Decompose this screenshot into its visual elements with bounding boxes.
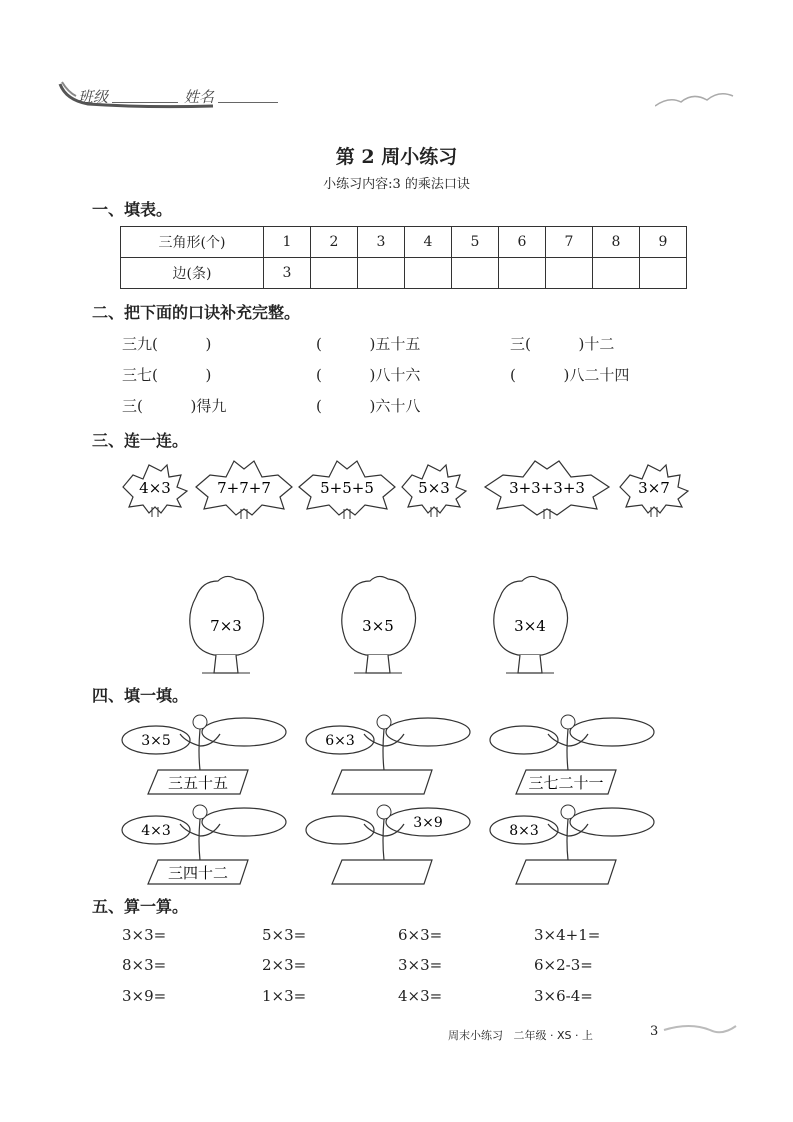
calc-problem[interactable]: 2×3= bbox=[262, 956, 307, 974]
leaf-card[interactable] bbox=[123, 465, 187, 517]
table-cell: 9 bbox=[640, 227, 687, 258]
tree-card[interactable] bbox=[494, 576, 568, 673]
rhyme-blank[interactable]: 三( )得九 bbox=[122, 397, 227, 415]
footer-text: 周末小练习 二年级 · XS · 上 bbox=[448, 1029, 593, 1042]
leaf-label: 7+7+7 bbox=[217, 479, 271, 497]
tree-label: 3×4 bbox=[514, 617, 546, 635]
table-cell: 2 bbox=[311, 227, 358, 258]
rhyme-text: 三四十二 bbox=[167, 864, 229, 882]
rhyme-blank[interactable]: ( )六十八 bbox=[316, 397, 421, 415]
calc-problem[interactable]: 4×3= bbox=[398, 987, 443, 1005]
leaf-card[interactable] bbox=[620, 465, 688, 517]
table-cell: 3 bbox=[264, 258, 311, 289]
left-oval-text: 4×3 bbox=[141, 823, 171, 839]
leaf-label: 3×7 bbox=[638, 479, 670, 497]
page-subtitle: 小练习内容:3 的乘法口诀 bbox=[323, 177, 470, 192]
table-cell: 6 bbox=[499, 227, 546, 258]
rhyme-blank[interactable]: 三九( ) bbox=[122, 335, 212, 353]
row1-label: 三角形(个) bbox=[121, 227, 264, 258]
rhyme-blank[interactable]: ( )五十五 bbox=[316, 335, 421, 353]
left-oval-text: 6×3 bbox=[325, 733, 355, 749]
section5-heading: 五、算一算。 bbox=[92, 897, 189, 916]
rhyme-blank[interactable]: 三( )十二 bbox=[510, 335, 615, 353]
calc-problem[interactable]: 3×6-4= bbox=[534, 987, 593, 1005]
table-cell: 3 bbox=[358, 227, 405, 258]
calc-problem[interactable]: 6×3= bbox=[398, 926, 443, 944]
table-cell: 8 bbox=[593, 227, 640, 258]
rhyme-blank[interactable]: ( )八二十四 bbox=[510, 366, 630, 384]
rhyme-blank[interactable]: 三七( ) bbox=[122, 366, 212, 384]
calc-problem[interactable]: 8×3= bbox=[122, 956, 167, 974]
leaf-label: 3+3+3+3 bbox=[509, 479, 585, 497]
right-oval-text: 3×9 bbox=[413, 815, 443, 831]
calc-problem[interactable]: 1×3= bbox=[262, 987, 307, 1005]
section2-heading: 二、把下面的口诀补充完整。 bbox=[92, 303, 301, 322]
leaf-label: 4×3 bbox=[139, 479, 171, 497]
tree-card[interactable] bbox=[190, 576, 264, 673]
section1-heading: 一、填表。 bbox=[92, 200, 173, 219]
rhyme-blank[interactable]: ( )八十六 bbox=[316, 366, 421, 384]
name-label: 姓名 bbox=[184, 88, 215, 106]
left-oval-text: 8×3 bbox=[509, 823, 539, 839]
leaf-card[interactable] bbox=[299, 461, 395, 519]
calc-problem[interactable]: 3×9= bbox=[122, 987, 167, 1005]
calc-problem[interactable]: 6×2-3= bbox=[534, 956, 593, 974]
page-number: 3 bbox=[650, 1024, 659, 1039]
rhyme-text: 三五十五 bbox=[167, 774, 229, 792]
leaf-label: 5+5+5 bbox=[320, 479, 374, 497]
flower-card[interactable] bbox=[306, 715, 470, 794]
tree-label: 3×5 bbox=[362, 617, 394, 635]
table-cell: 4 bbox=[405, 227, 452, 258]
rhyme-text: 三七二十一 bbox=[528, 774, 604, 792]
row2-label: 边(条) bbox=[121, 258, 264, 289]
flower-card[interactable] bbox=[122, 715, 286, 794]
left-oval-text: 3×5 bbox=[141, 733, 171, 749]
flower-card[interactable] bbox=[490, 805, 654, 884]
swirl-icon bbox=[664, 1026, 736, 1032]
section3-heading: 三、连一连。 bbox=[92, 431, 189, 450]
leaf-card[interactable] bbox=[196, 461, 292, 519]
flower-card[interactable] bbox=[306, 805, 470, 884]
table-cell: 5 bbox=[452, 227, 499, 258]
leaf-label: 5×3 bbox=[418, 479, 450, 497]
table-cell: 1 bbox=[264, 227, 311, 258]
table-cell: 7 bbox=[546, 227, 593, 258]
leaf-card[interactable] bbox=[485, 461, 609, 519]
flower-card[interactable] bbox=[122, 805, 286, 884]
calc-problem[interactable]: 3×3= bbox=[122, 926, 167, 944]
flower-card[interactable] bbox=[490, 715, 654, 794]
leaf-card[interactable] bbox=[402, 465, 466, 517]
calc-problem[interactable]: 3×3= bbox=[398, 956, 443, 974]
tree-card[interactable] bbox=[342, 576, 416, 673]
class-label: 班级 bbox=[78, 88, 109, 106]
calc-problem[interactable]: 5×3= bbox=[262, 926, 307, 944]
tree-label: 7×3 bbox=[210, 617, 242, 635]
calc-problem[interactable]: 3×4+1= bbox=[534, 926, 601, 944]
section4-heading: 四、填一填。 bbox=[92, 686, 189, 705]
page-title: 第 2 周小练习 bbox=[335, 146, 458, 168]
